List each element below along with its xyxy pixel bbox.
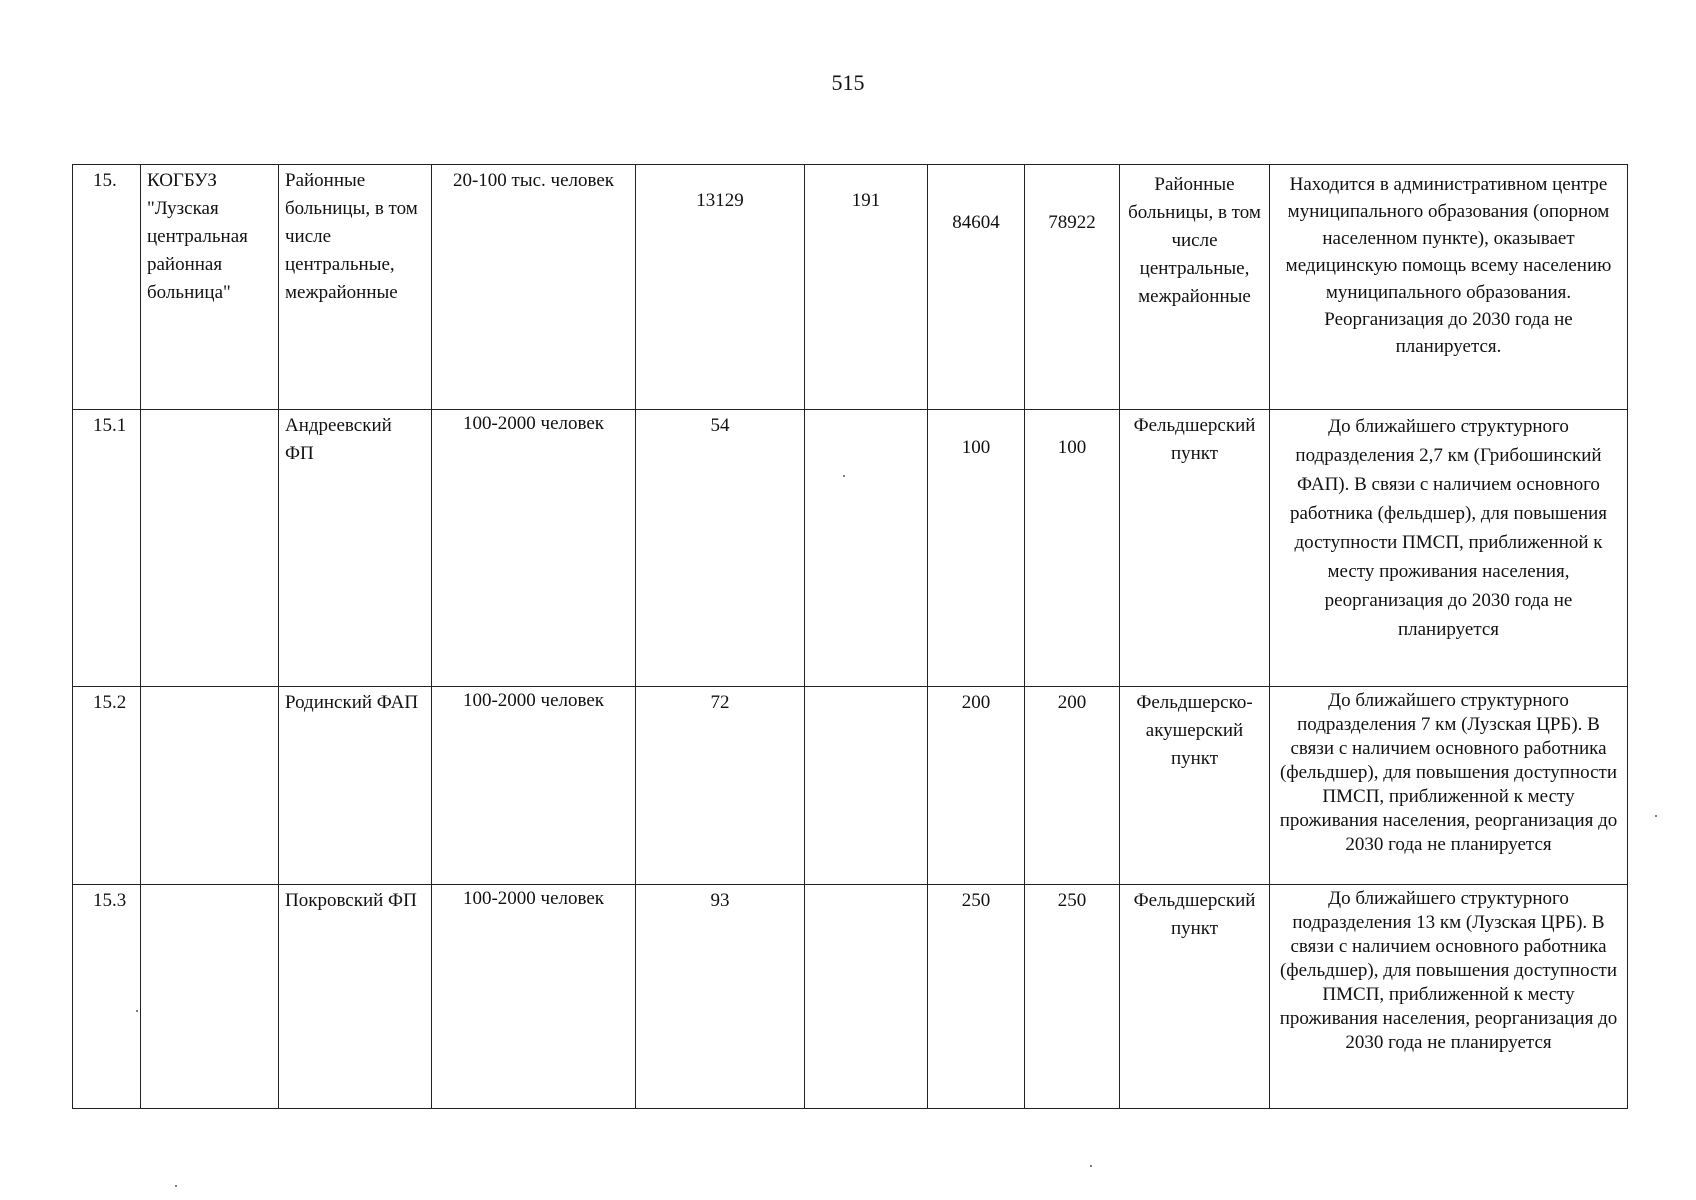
value-1-cell: 13129 <box>636 165 805 410</box>
scan-speck <box>1090 1165 1092 1167</box>
value-3-cell: 250 <box>928 885 1025 1109</box>
scan-speck <box>136 1010 138 1012</box>
table-row <box>73 687 1628 885</box>
row-number: 15. <box>73 165 141 410</box>
value-3-cell: 200 <box>928 687 1025 885</box>
facility-name-cell: Андреевский ФП <box>279 410 432 687</box>
value-3-cell: 84604 <box>928 165 1025 410</box>
scan-speck <box>175 1185 177 1187</box>
organization-cell <box>141 410 279 687</box>
population-cell: 100-2000 человек <box>432 410 636 687</box>
value-2-cell <box>805 885 928 1109</box>
table-row <box>73 410 1628 687</box>
note-cell: До ближайшего структурного подразделения 7 км (Лузская ЦРБ). В связи с наличием основного работника (фельдшер), для повышения доступности ПМСП, приближенной к месту проживания населения, реорганизация до 2030 года не планируется <box>1270 687 1628 885</box>
scan-speck <box>843 475 845 477</box>
population-cell: 20-100 тыс. человек <box>432 165 636 410</box>
value-2-cell: 191 <box>805 165 928 410</box>
table-row <box>73 885 1628 1109</box>
scan-speck <box>1655 815 1657 817</box>
value-4-cell: 200 <box>1025 687 1120 885</box>
value-4-cell: 78922 <box>1025 165 1120 410</box>
value-1-cell: 93 <box>636 885 805 1109</box>
facility-name-cell: Районные больницы, в том числе центральные, межрайонные <box>279 165 432 410</box>
page-number: 515 <box>831 70 865 95</box>
value-1-cell: 72 <box>636 687 805 885</box>
organization-cell <box>141 885 279 1109</box>
note-cell: Находится в административном центре муниципального образования (опорном населенном пункте), оказывает медицинскую помощь всему населению муниципального образования. Реорганизация до 2030 года не планируется. <box>1270 165 1628 410</box>
value-2-cell <box>805 687 928 885</box>
note-cell: До ближайшего структурного подразделения 2,7 км (Грибошинский ФАП). В связи с наличием основного работника (фельдшер), для повышения доступности ПМСП, приближенной к месту проживания населения, реорганизация до 2030 года не планируется <box>1270 410 1628 687</box>
population-cell: 100-2000 человек <box>432 687 636 885</box>
facility-name-cell: Покровский ФП <box>279 885 432 1109</box>
value-3-cell: 100 <box>928 410 1025 687</box>
organization-cell <box>141 687 279 885</box>
facility-type-cell: Фельдшерско-акушерский пункт <box>1120 687 1270 885</box>
facilities-table <box>72 164 1628 1109</box>
row-number: 15.1 <box>73 410 141 687</box>
value-2-cell <box>805 410 928 687</box>
facility-name-cell: Родинский ФАП <box>279 687 432 885</box>
facility-type-cell: Районные больницы, в том числе центральные, межрайонные <box>1120 165 1270 410</box>
value-4-cell: 250 <box>1025 885 1120 1109</box>
note-cell: До ближайшего структурного подразделения 13 км (Лузская ЦРБ). В связи с наличием основного работника (фельдшер), для повышения доступности ПМСП, приближенной к месту проживания населения, реорганизация до 2030 года не планируется <box>1270 885 1628 1109</box>
row-number: 15.3 <box>73 885 141 1109</box>
table-row <box>73 165 1628 410</box>
population-cell: 100-2000 человек <box>432 885 636 1109</box>
facility-type-cell: Фельдшерский пункт <box>1120 885 1270 1109</box>
value-4-cell: 100 <box>1025 410 1120 687</box>
organization-cell: КОГБУЗ "Лузская центральная районная больница" <box>141 165 279 410</box>
value-1-cell: 54 <box>636 410 805 687</box>
row-number: 15.2 <box>73 687 141 885</box>
facility-type-cell: Фельдшерский пункт <box>1120 410 1270 687</box>
